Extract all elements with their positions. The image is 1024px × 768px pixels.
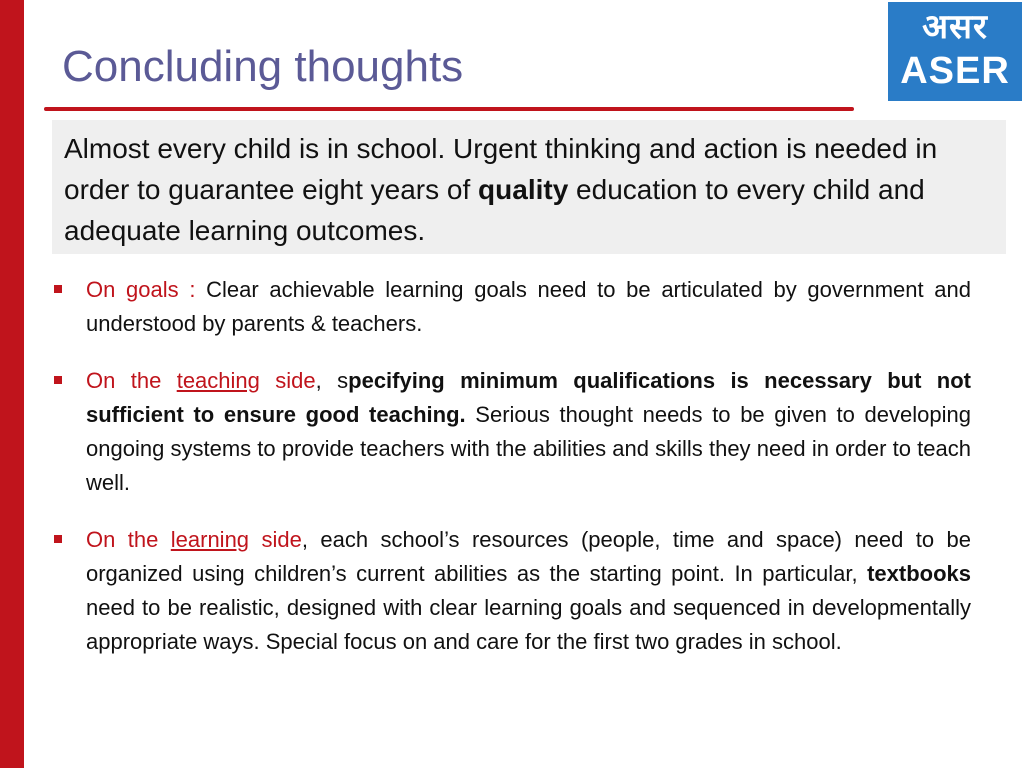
slide-title: Concluding thoughts [62,42,464,91]
bullet-connector: , s [315,368,349,393]
bullet-lead-end: side [249,527,302,552]
bullet-text: Serious thought needs to be given to developing ongoing systems to provide teachers with the abilities and skills they need in order to teach well. [86,402,971,495]
bullet-list [54,273,971,682]
bullet-text: Clear achievable learning goals need to be articulated by government and understood by parents & teachers. [86,277,972,336]
square-bullet-icon [54,376,62,384]
square-bullet-icon [54,535,62,543]
left-accent-bar [0,0,24,768]
key-message-text-end: education to every child and adequate learning outcomes. [64,174,925,246]
bullet-learning [54,523,971,659]
bullet-goals [54,273,971,341]
key-message-box [52,120,1006,254]
bullet-lead-underlined: learning [170,527,250,552]
bullet-text-end: need to be realistic, designed with clear learning goals and sequenced in developmentally appropriate ways. Special focus on and care for the first two grades in school. [86,595,971,654]
aser-logo [888,2,1022,101]
bullet-text: , each school’s resources (people, time and space) need to be organized using children’s current abilities as the starting point. In particular, [86,527,972,586]
square-bullet-icon [54,285,62,293]
bullet-lead-underlined: teaching [176,368,260,393]
key-message-bold: quality [478,174,569,205]
bullet-teaching [54,364,971,500]
bullet-lead: On the [86,368,177,393]
bullet-lead-end: side [259,368,316,393]
bullet-bold-text: textbooks [867,561,971,586]
bullet-lead: On goals : [86,277,207,302]
logo-hindi-text: असर [922,8,988,46]
bullet-lead: On the [86,527,171,552]
key-message-text: Almost every child is in school. Urgent thinking and action is needed in order to guarantee eight years of [64,133,938,205]
logo-english-text: ASER [900,50,1010,92]
bullet-bold-text: pecifying minimum qualifications is necessary but not sufficient to ensure good teaching. [86,368,971,427]
title-underline [44,107,854,111]
